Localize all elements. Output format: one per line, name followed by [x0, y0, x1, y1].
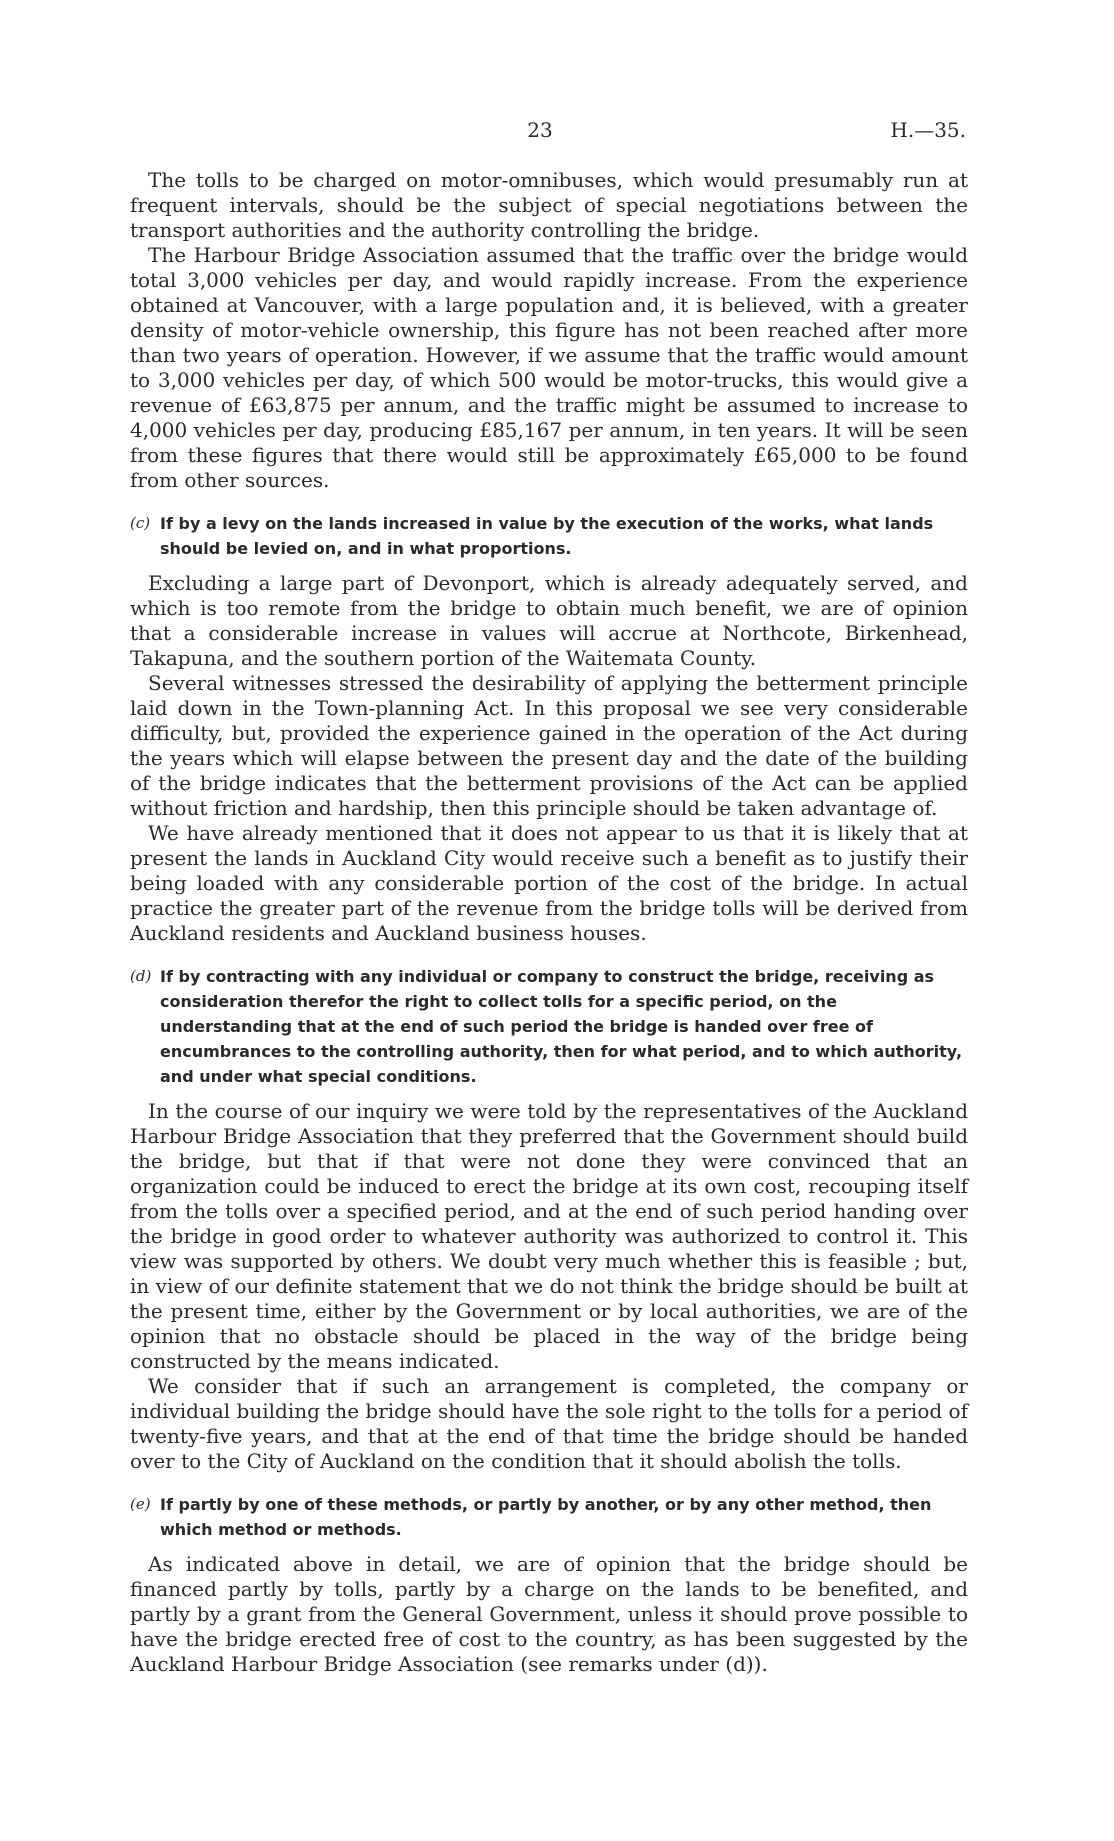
- question-e: [130, 1492, 968, 1542]
- paragraph-lands-benefited: Excluding a large part of Devonport, which is already adequately served, and which is too remote from the bridge to obtain much benefit, we are of opinion that a considerable increase in values will accrue at Northcote, Birkenhead, Takapuna, and the southern portion of the Waitemata County.: [130, 571, 968, 670]
- question-d-text: If by contracting with any individual or company to construct the bridge, receiving as consideration therefor the right to collect tolls for a specific period, on the understanding that at the end of such period the bridge is handed over free of encumbrances to the controlling authority, then for what period, and to which authority, and under what special conditions.: [160, 967, 963, 1086]
- paragraph-financing-methods: As indicated above in detail, we are of opinion that the bridge should be financed partly by tolls, partly by a charge on the lands to be benefited, and partly by a grant from the General Government, unless it should prove possible to have the bridge erected free of cost to the country, as has been suggested by the Auckland Harbour Bridge Association (see remarks under (d)).: [130, 1552, 968, 1676]
- document-reference: H.—35.: [890, 118, 966, 142]
- question-d: [130, 964, 968, 1089]
- paragraph-inquiry-representatives: In the course of our inquiry we were told by the representatives of the Auckland Harbour Bridge Association that they preferred that the Government should build the bridge, but that if that were not done they were convinced that an organization could be induced to erect the bridge at its own cost, recouping itself from the tolls over a specified period, and at the end of such period handing over the bridge in good order to whatever authority was authorized to control it. This view was supported by others. We doubt very much whether this is feasible ; but, in view of our definite statement that we do not think the bridge should be built at the present time, either by the Government or by local authorities, we are of the opinion that no obstacle should be placed in the way of the bridge being constructed by the means indicated.: [130, 1099, 968, 1373]
- question-d-letter: (d): [130, 967, 152, 985]
- paragraph-tolls-period: We consider that if such an arrangement is completed, the company or individual building the bridge should have the sole right to the tolls for a period of twenty-five years, and that at the end of that time the bridge should be handed over to the City of Auckland on the condition that it should abolish the tolls.: [130, 1374, 968, 1473]
- question-c-text: If by a levy on the lands increased in value by the execution of the works, what lands should be levied on, and in what proportions.: [160, 514, 934, 558]
- paragraph-auckland-city-lands: We have already mentioned that it does not appear to us that it is likely that at present the lands in Auckland City would receive such a benefit as to justify their being loaded with any considerable portion of the cost of the bridge. In actual practice the greater part of the revenue from the bridge tolls will be derived from Auckland residents and Auckland business houses.: [130, 821, 968, 945]
- paragraph-tolls-omnibuses: The tolls to be charged on motor-omnibuses, which would presumably run at frequent intervals, should be the subject of special negotiations between the transport authorities and the authority controlling the bridge.: [130, 168, 968, 242]
- paragraph-traffic-estimate: The Harbour Bridge Association assumed that the traffic over the bridge would total 3,000 vehicles per day, and would rapidly increase. From the experience obtained at Vancouver, with a large population and, it is believed, with a greater density of motor-vehicle ownership, this figure has not been reached after more than two years of operation. However, if we assume that the traffic would amount to 3,000 vehicles per day, of which 500 would be motor-trucks, this would give a revenue of £63,875 per annum, and the traffic might be assumed to increase to 4,000 vehicles per day, producing £85,167 per annum, in ten years. It will be seen from these figures that there would still be approximately £65,000 to be found from other sources.: [130, 243, 968, 492]
- question-c-letter: (c): [130, 514, 151, 532]
- paragraph-betterment-principle: Several witnesses stressed the desirability of applying the betterment principle laid down in the Town-planning Act. In this proposal we see very considerable difficulty, but, provided the experience gained in the operation of the Act during the years which will elapse between the present day and the date of the building of the bridge indicates that the betterment provisions of the Act can be applied without friction and hardship, then this principle should be taken advantage of.: [130, 671, 968, 820]
- page-number: 23: [527, 118, 553, 142]
- question-e-text: If partly by one of these methods, or partly by another, or by any other method, then which method or methods.: [160, 1495, 932, 1539]
- question-c: [130, 511, 968, 561]
- document-body: [130, 168, 968, 1677]
- question-e-letter: (e): [130, 1495, 151, 1513]
